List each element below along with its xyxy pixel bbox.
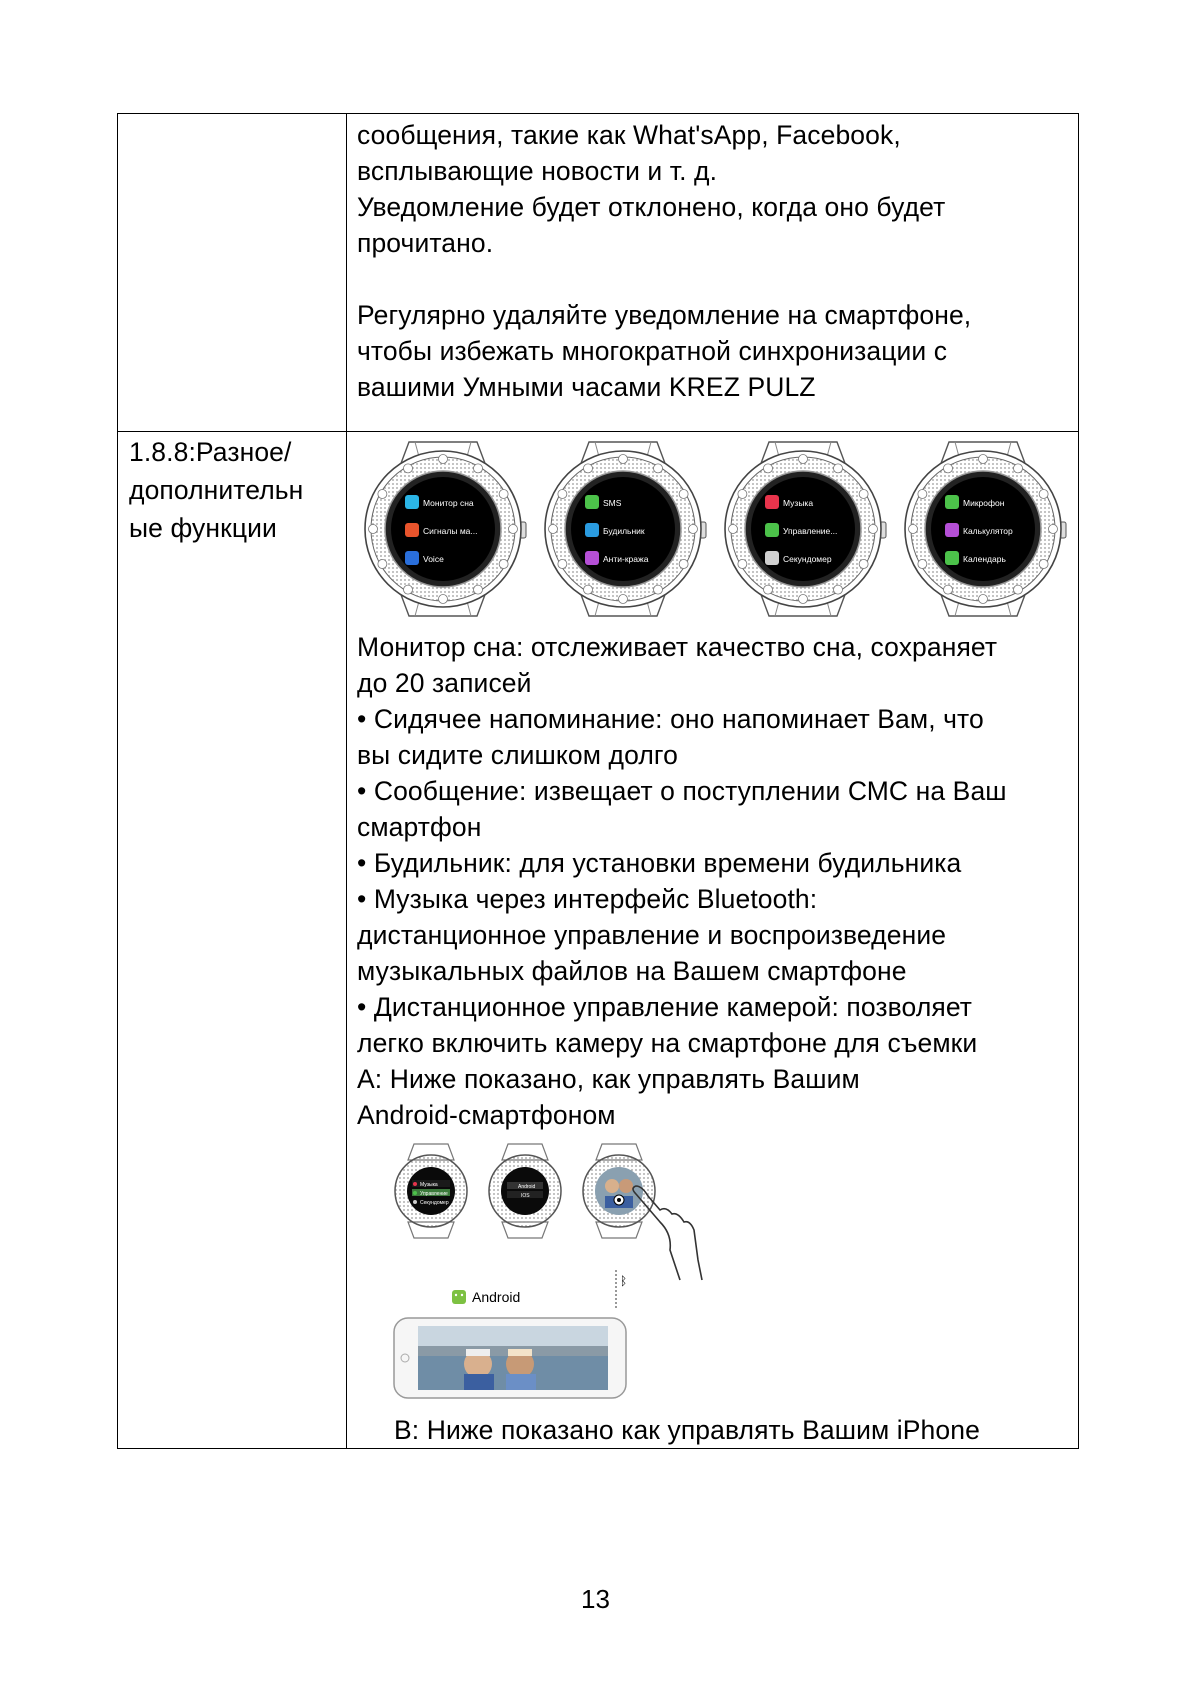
watch-2-item-1: SMS bbox=[603, 498, 622, 508]
watch-menu-illustrations bbox=[355, 438, 1075, 620]
row1-line-4: прочитано. bbox=[357, 228, 494, 258]
watch-1-item-3: Voice bbox=[423, 554, 444, 564]
phone-search-icon bbox=[585, 551, 599, 565]
android-label: Android bbox=[472, 1289, 521, 1305]
column-divider bbox=[346, 114, 347, 1448]
calendar-icon bbox=[945, 551, 959, 565]
row1-line-5: Регулярно удаляйте уведомление на смартфоне, bbox=[357, 300, 972, 330]
android-icon bbox=[452, 1290, 466, 1304]
small-watch1-item-1: Музыка bbox=[420, 1182, 438, 1188]
moon-icon bbox=[405, 495, 419, 509]
small-watch2-item-1: Android bbox=[518, 1184, 536, 1190]
row2-line-14: Android-смартфоном bbox=[357, 1100, 616, 1130]
row2-line-11: • Дистанционное управление камерой: позволяет bbox=[357, 992, 973, 1022]
watch-3-item-3: Секундомер bbox=[783, 554, 832, 564]
watch-1 bbox=[365, 442, 526, 616]
watch-2-item-3: Анти-кража bbox=[603, 554, 649, 564]
row2-line-1: Монитор сна: отслеживает качество сна, сохраняет bbox=[357, 632, 998, 662]
sitting-person-icon bbox=[405, 523, 419, 537]
envelope-icon bbox=[585, 495, 599, 509]
row2-line-2: до 20 записей bbox=[357, 668, 532, 698]
section-label-line-3: ые функции bbox=[129, 513, 277, 543]
microphone-icon bbox=[405, 551, 419, 565]
row1-line-1: сообщения, такие как What'sApp, Facebook, bbox=[357, 120, 901, 150]
small-watch-1 bbox=[395, 1144, 467, 1238]
watch-1-item-1: Монитор сна bbox=[423, 498, 474, 508]
row2-last-line: B: Ниже показано как управлять Вашим iPhone bbox=[394, 1415, 980, 1445]
row2-line-3: • Сидячее напоминание: оно напоминает Вам, что bbox=[357, 704, 984, 734]
page-number: 13 bbox=[581, 1584, 610, 1614]
row2-line-9: дистанционное управление и воспроизведение bbox=[357, 920, 947, 950]
alarm-clock-icon bbox=[585, 523, 599, 537]
section-label-line-1: 1.8.8:Разное/ bbox=[129, 437, 292, 467]
row2-line-5: • Сообщение: извещает о поступлении СМС на Ваш bbox=[357, 776, 1007, 806]
section-label-line-2: дополнительн bbox=[129, 475, 304, 505]
row2-line-4: вы сидите слишком долго bbox=[357, 740, 678, 770]
watch-4-item-1: Микрофон bbox=[963, 498, 1005, 508]
row1-line-7: вашими Умными часами KREZ PULZ bbox=[357, 372, 816, 402]
smartphone-illustration bbox=[394, 1318, 626, 1398]
microphone-icon bbox=[945, 495, 959, 509]
row2-line-7: • Будильник: для установки времени будильника bbox=[357, 848, 962, 878]
row1-line-6: чтобы избежать многократной синхронизации с bbox=[357, 336, 948, 366]
watch-3-item-1: Музыка bbox=[783, 498, 814, 508]
small-watch2-item-2: IOS bbox=[521, 1193, 530, 1199]
small-watch1-item-2: Управление bbox=[420, 1191, 448, 1197]
watch-4-item-2: Калькулятор bbox=[963, 526, 1013, 536]
small-watch-2 bbox=[489, 1144, 561, 1238]
watch-1-item-2: Сигналы ма... bbox=[423, 526, 478, 536]
row2-line-13: A: Ниже показано, как управлять Вашим bbox=[357, 1064, 860, 1094]
row1-line-2: всплывающие новости и т. д. bbox=[357, 156, 718, 186]
watch-4-item-3: Календарь bbox=[963, 554, 1006, 564]
watch-3-item-2: Управление... bbox=[783, 526, 838, 536]
row2-line-6: смартфон bbox=[357, 812, 482, 842]
row2-line-12: легко включить камеру на смартфоне для съемки bbox=[357, 1028, 978, 1058]
row1-line-3: Уведомление будет отклонено, когда оно будет bbox=[357, 192, 946, 222]
music-note-icon bbox=[765, 495, 779, 509]
stopwatch-icon bbox=[765, 551, 779, 565]
camera-control-illustration bbox=[390, 1140, 710, 1400]
camera-icon bbox=[765, 523, 779, 537]
row2-line-10: музыкальных файлов на Вашем смартфоне bbox=[357, 956, 907, 986]
watch-2-item-2: Будильник bbox=[603, 526, 645, 536]
bluetooth-icon: ᛒ bbox=[620, 1274, 628, 1288]
row-divider bbox=[118, 431, 1078, 432]
watch-3 bbox=[725, 442, 886, 616]
watch-2 bbox=[545, 442, 706, 616]
watch-4 bbox=[905, 442, 1066, 616]
small-watch1-item-3: Секундомер bbox=[420, 1200, 449, 1206]
row2-line-8: • Музыка через интерфейс Bluetooth: bbox=[357, 884, 818, 914]
calculator-icon bbox=[945, 523, 959, 537]
